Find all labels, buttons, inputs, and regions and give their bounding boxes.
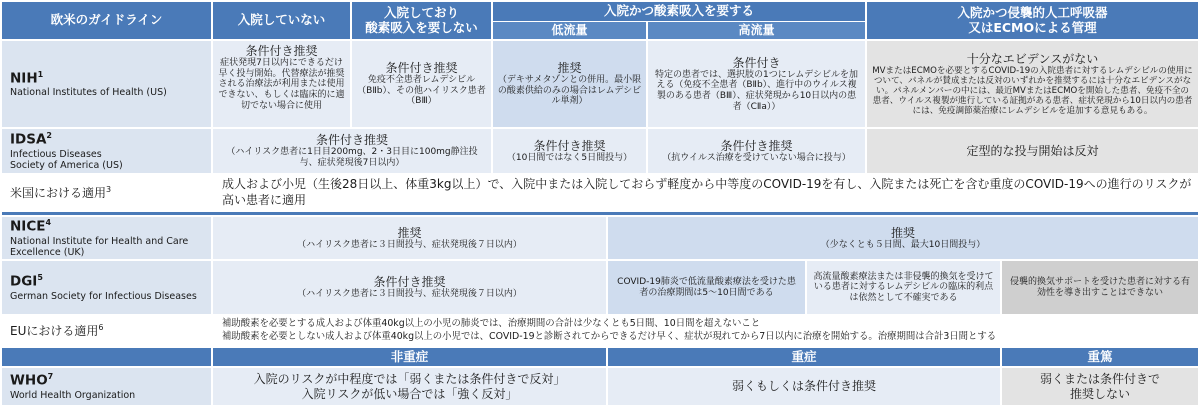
idsa-ventilation <box>867 129 1198 173</box>
dgi-fullname: German Society for Infectious Diseases <box>10 290 197 302</box>
idsa-c3-main: 条件付き推奨 <box>533 138 606 153</box>
nih-c1-main: 条件付き推奨 <box>245 44 318 58</box>
nice-c35-main: 推奨 <box>890 225 915 240</box>
who-severe <box>608 368 1000 405</box>
idsa-c4-main: 条件付き推奨 <box>720 138 793 153</box>
header-low-flow: 低流量 <box>493 22 646 39</box>
eu-application-line-2: 補助酸素を必要としない成人および体重40kg以上の小児では、COVID-19と診断されてからできるだけ早く、症状が現れてから7日以内に治療を開始する。治療期間は合計3日間とする <box>222 331 997 342</box>
nice-outpatient-and-no-oxygen <box>213 217 606 259</box>
nih-c3-main: 推奨 <box>557 61 582 75</box>
who-c3-line-2: 推奨しない <box>1069 386 1130 401</box>
nih-c3-sub: （デキサメタゾンとの併用。最小限の酸素供給のみの場合はレムデシビル単剤） <box>497 75 642 107</box>
nih-c2-main: 条件付き推奨 <box>385 61 458 75</box>
guideline-nice <box>2 217 211 259</box>
who-c1-line-1: 入院のリスクが中程度では「弱くまたは条件付きで反対」 <box>253 372 566 387</box>
nih-no-oxygen <box>352 41 491 127</box>
idsa-fullname-2: Society of America (US) <box>10 159 123 171</box>
dgi-abbr: DGI <box>10 273 38 290</box>
nih-not-hospitalized <box>213 41 350 127</box>
nih-c1-sub: 症状発現7日以内にできるだけ早く投与開始。代替療法が推奨される治療法が利用または使用できない、もしくは臨床的に適切でない場合に使用 <box>218 58 345 111</box>
who-header-critical: 重篤 <box>1002 348 1198 366</box>
eu-application-footnote: 6 <box>98 323 104 333</box>
idsa-high-flow <box>648 129 865 173</box>
guideline-dgi <box>2 261 211 314</box>
who-header-severe: 重症 <box>608 348 1000 366</box>
header-not-hospitalized: 入院していない <box>213 2 350 39</box>
idsa-c12-sub: （ハイリスク患者に1日目200mg、2・3日目に100mg静注投与、症状発現後7日以内） <box>226 147 478 169</box>
header-hospitalized-no-oxygen: 入院しており 酸素吸入を要しない <box>352 2 491 39</box>
idsa-fullname-1: Infectious Diseases <box>10 148 102 160</box>
nih-high-flow <box>648 41 865 127</box>
header-guideline: 欧米のガイドライン <box>2 2 211 39</box>
who-c2: 弱くもしくは条件付き推奨 <box>731 379 876 394</box>
idsa-c4-sub: （抗ウイルス治療を受けていない場合に投与） <box>662 152 851 163</box>
dgi-c4-text: 高流量酸素療法または非侵襲的換気を受けている患者に対するレムデシビルの臨床的利点は依然として不確実である <box>813 271 994 303</box>
nih-footnote: 1 <box>37 69 44 79</box>
header-hospitalized-oxygen: 入院かつ酸素吸入を要する <box>493 2 865 21</box>
us-application-footnote: 3 <box>106 185 112 195</box>
dgi-high-flow <box>807 261 1000 314</box>
dgi-c5-text: 侵襲的換気サポートを受けた患者に対する有効性を導き出すことはできない <box>1009 276 1190 298</box>
us-application-text: 成人および小児（生後28日以上、体重3kg以上）で、入院中または入院しておらず軽度から中等度のCOVID-19を有し、入院または死亡を含む重度のCOVID-19への進行のリスクが高い患者に適用 <box>222 175 1198 211</box>
nih-low-flow <box>493 41 646 127</box>
nice-fullname-2: Excellence (UK) <box>10 246 85 258</box>
idsa-outpatient-and-no-oxygen <box>213 129 491 173</box>
who-header-non-severe: 非重症 <box>213 348 606 366</box>
nih-c5-sub: MVまたはECMOを必要とするCOVID-19の入院患者に対するレムデシビルの使用について、パネルが賛成または反対のいずれかを推奨するには十分なエビデンスがない。パネルメンバーの中には、最近MVまたはECMOを開始した患者、免疫不全の患者、ウイルス複製が進行している証拠がある患者、症状発現から10日以内の患者には、免疫調節薬治療にレムデシビルを追加する意見もある。 <box>872 65 1193 117</box>
nih-c4-sub: 特定の患者では、選択肢の1つにレムデシビルを加える（免疫不全患者（BⅡb）、進行中のウイルス複製のある患者（BⅢ）、症状発現から10日以内の患者（CⅡa）） <box>654 69 858 112</box>
nih-c5-main: 十分なエビデンスがない <box>966 51 1099 66</box>
nice-fullname-1: National Institute for Health and Care <box>10 235 189 247</box>
who-fullname: World Health Organization <box>10 389 136 401</box>
header-ventilation-ecmo: 入院かつ侵襲的人工呼吸器 又はECMOによる管理 <box>867 2 1198 39</box>
who-c3-line-1: 弱くまたは条件付きで <box>1039 372 1160 387</box>
dgi-outpatient-and-no-oxygen <box>213 261 606 314</box>
dgi-footnote: 5 <box>37 273 43 283</box>
nih-ventilation <box>867 41 1198 127</box>
nice-c12-main: 推奨 <box>397 225 422 240</box>
section-divider <box>2 212 1198 215</box>
nice-oxygen-and-ventilation <box>608 217 1198 259</box>
idsa-abbr: IDSA <box>10 131 47 148</box>
guideline-idsa <box>2 129 211 173</box>
idsa-footnote: 2 <box>46 131 52 141</box>
nice-footnote: 4 <box>45 218 52 228</box>
dgi-low-flow <box>608 261 805 314</box>
dgi-ventilation <box>1002 261 1198 314</box>
idsa-c12-main: 条件付き推奨 <box>315 133 388 148</box>
nih-c4-main: 条件付き <box>732 55 781 70</box>
idsa-c5-main: 定型的な投与開始は反対 <box>966 143 1099 158</box>
who-abbr: WHO <box>10 372 48 389</box>
who-critical <box>1002 368 1198 405</box>
eu-application-label: EUにおける適用$^6$ <box>2 316 211 346</box>
nih-abbr: NIH <box>10 70 38 87</box>
nih-fullname: National Institutes of Health (US) <box>10 87 167 99</box>
idsa-low-flow <box>493 129 646 173</box>
us-application-label: 米国における適用$^3$ <box>2 175 211 211</box>
idsa-c3-sub: （10日間ではなく5日間投与） <box>506 152 633 163</box>
who-non-severe <box>213 368 606 405</box>
eu-application-text <box>222 316 1198 346</box>
dgi-c3-text: COVID-19肺炎で低流量酸素療法を受けた患者の治療期間は5～10日間である <box>617 276 796 298</box>
dgi-c12-sub: （ハイリスク患者に３日間投与、症状発現後７日以内） <box>297 289 522 300</box>
guideline-who <box>2 368 211 405</box>
guideline-nih <box>2 41 211 127</box>
header-high-flow: 高流量 <box>648 22 865 39</box>
who-header-spacer <box>2 348 211 366</box>
nih-c2-sub: 免疫不全患者レムデシビル（BⅡb）、その他ハイリスク患者（BⅢ） <box>357 75 486 107</box>
dgi-c12-main: 条件付き推奨 <box>373 275 446 290</box>
eu-application-line-1: 補助酸素を必要とする成人および体重40kg以上の小児の肺炎では、治療期間の合計は少なくとも5日間、10日間を超えないこと <box>222 318 761 330</box>
nice-abbr: NICE <box>10 218 46 235</box>
who-c1-line-2: 入院リスクが低い場合では「強く反対」 <box>301 386 518 401</box>
nice-c12-sub: （ハイリスク患者に３日間投与、症状発現後７日以内） <box>297 239 522 250</box>
who-footnote: 7 <box>47 372 54 382</box>
nice-c35-sub: （少なくとも５日間、最大10日間投与） <box>820 239 986 250</box>
